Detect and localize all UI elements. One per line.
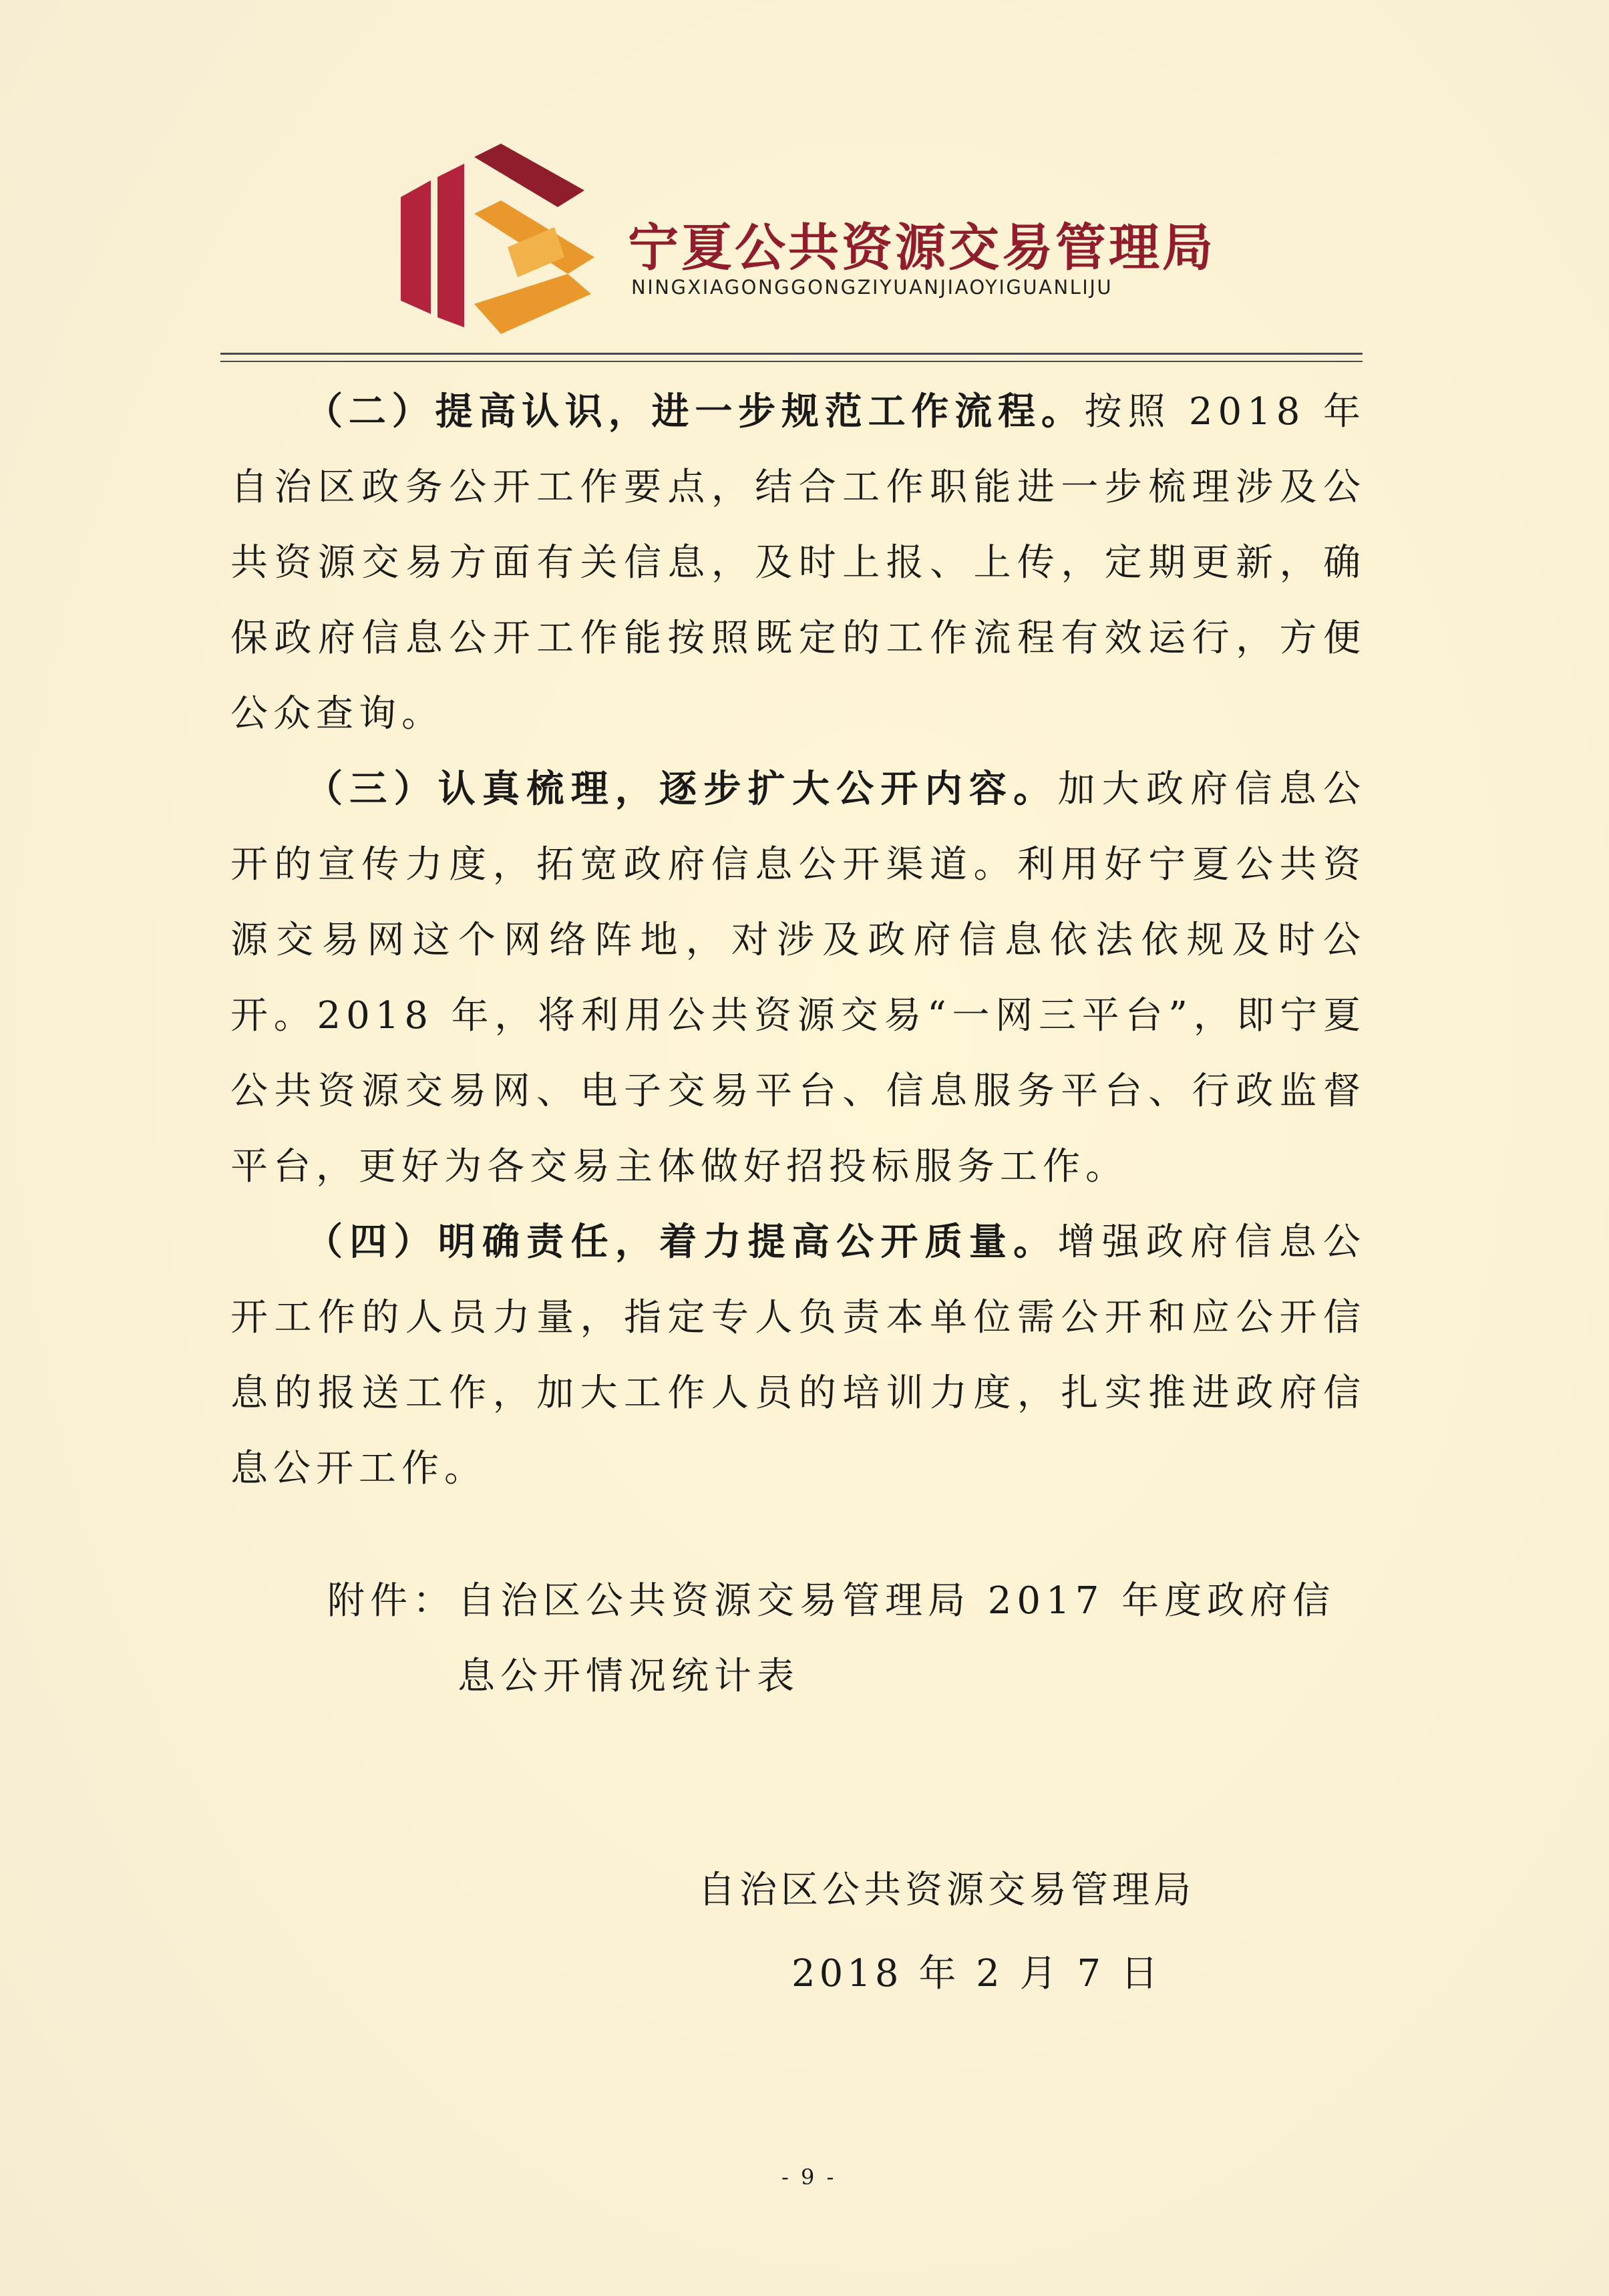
header-rule	[220, 353, 1363, 355]
attachment-label: 附件：	[327, 1579, 456, 1623]
section-heading: （三）认真梳理，逐步扩大公开内容。	[305, 768, 1058, 811]
paragraph	[230, 752, 1366, 1204]
section-heading: （四）明确责任，着力提高公开质量。	[305, 1220, 1058, 1264]
document-body	[230, 374, 1366, 1506]
header-rule-thin	[220, 361, 1363, 362]
attachment	[327, 1563, 1376, 1714]
letterhead	[401, 144, 1403, 344]
org-name-english: NINGXIAGONGGONGZIYUANJIAOYIGUANLIJU	[631, 276, 1113, 299]
section-text: 增强政府信息公开工作的人员力量，指定专人负责本单位需公开和应公开信息的报送工作，加大工作人员的培训力度，扎实推进政府信息公开工作。	[230, 1220, 1367, 1490]
section-text: 按照 2018 年自治区政务公开工作要点，结合工作职能进一步梳理涉及公共资源交易方面有关信息，及时上报、上传，定期更新，确保政府信息公开工作能按照既定的工作流程有效运行，方便公众查询。	[230, 390, 1366, 735]
paragraph	[230, 1204, 1366, 1506]
paragraph	[230, 374, 1366, 752]
signature-org: 自治区公共资源交易管理局	[698, 1868, 1195, 1912]
section-heading: （二）提高认识，进一步规范工作流程。	[305, 390, 1085, 434]
triangular-logo-icon	[401, 144, 601, 344]
section-text: 加大政府信息公开的宣传力度，拓宽政府信息公开渠道。利用好宁夏公共资源交易网这个网络阵地，对涉及政府信息依法依规及时公开。2018 年，将利用公共资源交易“一网三平台”，即宁夏公共资源交易网、电子交易平台、信息服务平台、行政监督平台，更好为各交易主体做好招投标服务工作。	[230, 768, 1367, 1188]
page-number: - 9 -	[781, 2164, 837, 2190]
signature-date: 2018 年 2 月 7 日	[791, 1952, 1162, 1995]
attachment-text: 自治区公共资源交易管理局 2017 年度政府信息公开情况统计表	[458, 1579, 1336, 1698]
org-name-chinese: 宁夏公共资源交易管理局	[628, 218, 1216, 277]
